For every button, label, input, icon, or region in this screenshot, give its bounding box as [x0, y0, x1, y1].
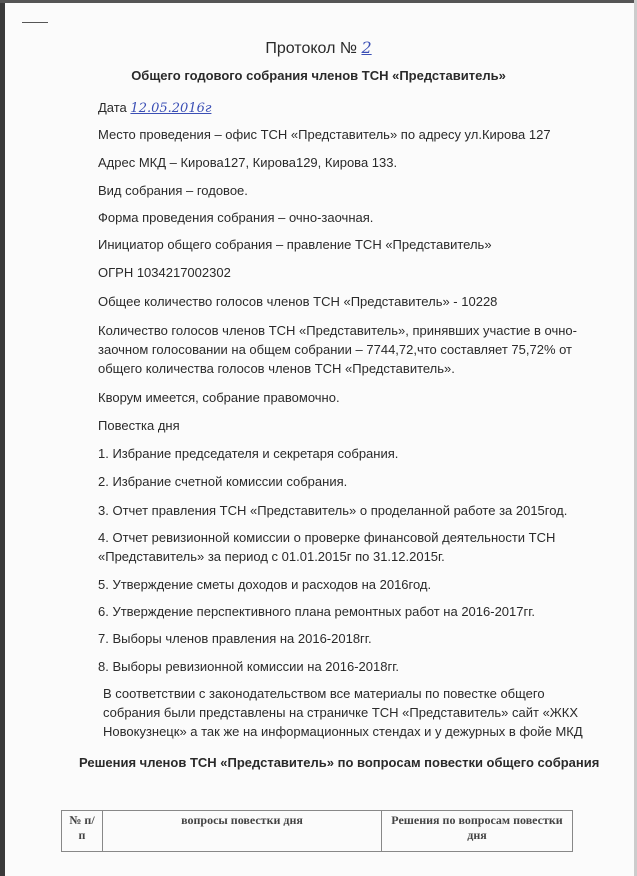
decisions-heading: Решения членов ТСН «Представитель» по вопросам повестки общего собрания — [79, 755, 600, 770]
document-title — [0, 38, 637, 58]
agenda-item: 2. Избрание счетной комиссии собрания. — [98, 474, 348, 489]
participation-line: Количество голосов членов ТСН «Представитель», принявших участие в очно- — [98, 323, 577, 338]
initiator: Инициатор общего собрания – правление ТСН «Представитель» — [98, 237, 492, 252]
table-header-row — [62, 811, 573, 852]
agenda-item: 5. Утверждение сметы доходов и расходов на 2016год. — [98, 577, 432, 592]
agenda-heading: Повестка дня — [98, 418, 180, 433]
meeting-place: Место проведения – офис ТСН «Представитель» по адресу ул.Кирова 127 — [98, 127, 551, 142]
agenda-item: 8. Выборы ревизионной комиссии на 2016-2018гг. — [98, 659, 399, 674]
total-votes: Общее количество голосов членов ТСН «Представитель» - 10228 — [98, 294, 498, 309]
header-questions: вопросы повестки дня — [103, 811, 382, 852]
margin-mark — [22, 22, 48, 23]
header-number: № п/п — [62, 811, 103, 852]
decisions-table — [61, 810, 573, 852]
agenda-item: 6. Утверждение перспективного плана ремонтных работ на 2016-2017гг. — [98, 604, 535, 619]
title-label: Протокол № — [265, 40, 358, 57]
agenda-item: 4. Отчет ревизионной комиссии о проверке финансовой деятельности ТСН — [98, 530, 556, 545]
meeting-type: Вид собрания – годовое. — [98, 183, 248, 198]
materials-line: Новокузнецк» а так же на информационных стендах и у дежурных в фойе МКД — [103, 724, 583, 739]
agenda-item: 1. Избрание председателя и секретаря собрания. — [98, 446, 399, 461]
materials-line: В соответствии с законодательством все материалы по повестке общего — [103, 686, 545, 701]
date-label: Дата — [98, 100, 127, 115]
agenda-item: 3. Отчет правления ТСН «Представитель» о проделанной работе за 2015год. — [98, 503, 568, 518]
date-line — [98, 98, 211, 118]
building-address: Адрес МКД – Кирова127, Кирова129, Кирова 133. — [98, 155, 398, 170]
protocol-number: 2 — [361, 38, 372, 57]
scan-edge-top — [0, 0, 637, 3]
date-value: 12.05.2016г — [130, 101, 212, 116]
scan-edge — [0, 0, 5, 876]
meeting-form: Форма проведения собрания – очно-заочная. — [98, 210, 374, 225]
agenda-item: 7. Выборы членов правления на 2016-2018гг. — [98, 631, 372, 646]
participation-line: заочном голосовании на общем собрании – 7744,72,что составляет 75,72% от — [98, 342, 573, 357]
document-subtitle: Общего годового собрания членов ТСН «Представитель» — [131, 68, 506, 83]
quorum: Кворум имеется, собрание правомочно. — [98, 390, 340, 405]
participation-line: общего количества голосов членов ТСН «Представитель». — [98, 361, 455, 376]
ogrn: ОГРН 1034217002302 — [98, 265, 231, 280]
header-decisions: Решения по вопросам повестки дня — [382, 811, 573, 852]
materials-line: собрания были представлены на страничке ТСН «Представитель» сайт «ЖКХ — [103, 705, 579, 720]
agenda-item-cont: «Представитель» за период с 01.01.2015г по 31.12.2015г. — [98, 549, 445, 564]
